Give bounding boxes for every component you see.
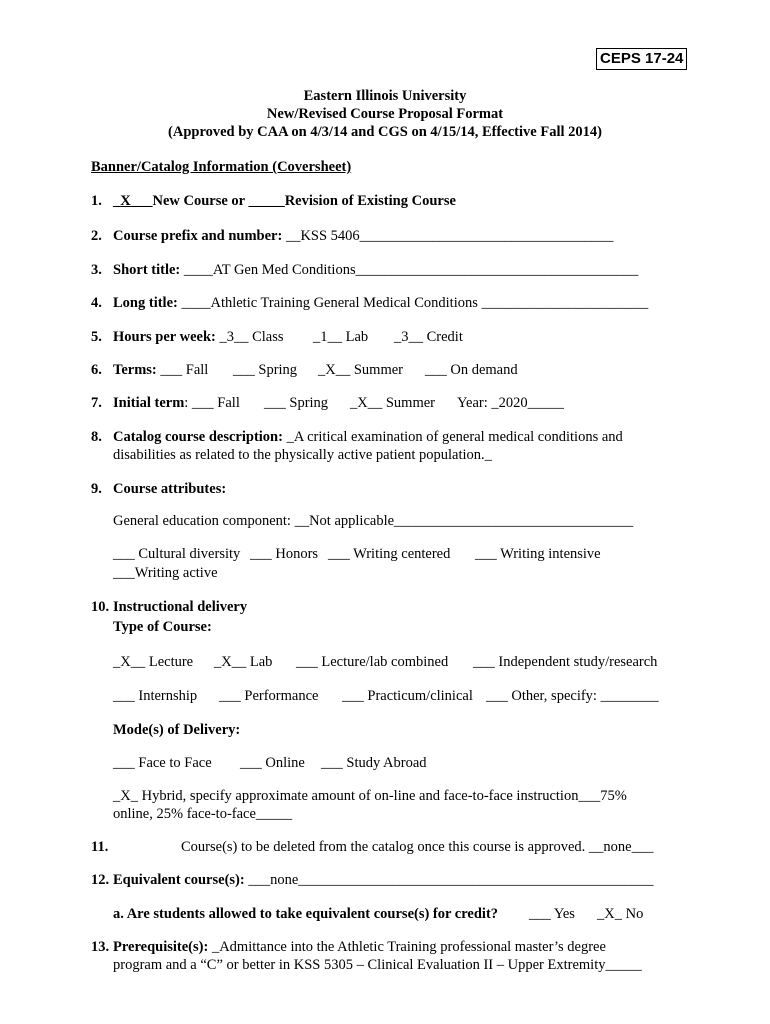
term-on-demand: ___ On demand [425, 362, 518, 378]
mode-online: ___ Online [240, 755, 305, 771]
item-number: 6. [91, 362, 102, 378]
lab-hours: _1__ Lab [313, 329, 369, 345]
initial-term-field: Initial term: ___ Fall [113, 395, 240, 411]
section-title: Banner/Catalog Information (Coversheet) [91, 159, 352, 175]
equivalent-courses: Equivalent course(s): ___none_________________________________________________ [113, 872, 654, 888]
item-number: 7. [91, 395, 102, 411]
hours-per-week-field: Hours per week: _3__ Class [113, 329, 284, 345]
initial-year: Year: _2020_____ [457, 395, 564, 411]
initial-spring: ___ Spring [264, 395, 329, 411]
item-number: 5. [91, 329, 102, 345]
mode-study-abroad: ___ Study Abroad [321, 755, 427, 771]
catalog-description: Catalog course description: _A critical examination of general medical conditions and [113, 429, 623, 445]
mode-of-delivery-label: Mode(s) of Delivery: [113, 722, 241, 738]
type-lab: _X__ Lab [214, 654, 273, 670]
course-type-line: _X___New Course or _____Revision of Existing Course [113, 193, 456, 209]
term-summer: _X__ Summer [318, 362, 403, 378]
item-number: 2. [91, 228, 102, 244]
item-number: 3. [91, 262, 102, 278]
type-independent-study: ___ Independent study/research [473, 654, 658, 670]
item-number: 11. [91, 839, 109, 855]
mode-face-to-face: ___ Face to Face [113, 755, 212, 771]
attr-writing-active: ___Writing active [113, 565, 218, 581]
attr-writing-centered: ___ Writing centered [328, 546, 451, 562]
approval-note: (Approved by CAA on 4/3/14 and CGS on 4/15/14, Effective Fall 2014) [168, 124, 602, 140]
prerequisites-cont: program and a “C” or better in KSS 5305 – Clinical Evaluation II – Upper Extremity_____ [113, 957, 642, 973]
type-other: ___ Other, specify: ________ [486, 688, 659, 704]
item-number: 4. [91, 295, 102, 311]
item-number: 9. [91, 481, 102, 497]
type-practicum: ___ Practicum/clinical [342, 688, 473, 704]
item-number: 10. [91, 599, 110, 615]
mode-hybrid-cont: online, 25% face-to-face_____ [113, 806, 293, 822]
prerequisites: Prerequisite(s): _Admittance into the Athletic Training professional master’s degree [113, 939, 606, 955]
attr-cultural-diversity: ___ Cultural diversity [113, 546, 241, 562]
item-number: 1. [91, 193, 102, 209]
type-internship: ___ Internship [113, 688, 198, 704]
term-spring: ___ Spring [233, 362, 298, 378]
mode-hybrid: _X_ Hybrid, specify approximate amount of on-line and face-to-face instruction___75% [113, 788, 627, 804]
course-attributes-label: Course attributes: [113, 481, 227, 497]
item-number: 13. [91, 939, 110, 955]
type-lecture: _X__ Lecture [113, 654, 194, 670]
equivalent-credit-yes: ___ Yes [529, 906, 575, 922]
item-number: 12. [91, 872, 110, 888]
new-course-mark: X [120, 193, 131, 209]
credit-hours: _3__ Credit [394, 329, 463, 345]
university-name: Eastern Illinois University [303, 88, 467, 104]
equivalent-credit-question: a. Are students allowed to take equivalent course(s) for credit? [113, 906, 499, 922]
catalog-description-cont: disabilities as related to the physically active patient population._ [113, 447, 492, 463]
item-number: 8. [91, 429, 102, 445]
type-performance: ___ Performance [219, 688, 319, 704]
type-of-course-label: Type of Course: [113, 619, 212, 635]
attr-honors: ___ Honors [250, 546, 319, 562]
course-prefix-field: Course prefix and number: __KSS 5406___________________________________ [113, 228, 614, 244]
courses-to-delete: Course(s) to be deleted from the catalog once this course is approved. __none___ [181, 839, 654, 855]
short-title-field: Short title: ____AT Gen Med Conditions_______________________________________ [113, 262, 639, 278]
long-title-field: Long title: ____Athletic Training General Medical Conditions _______________________ [113, 295, 649, 311]
attr-writing-intensive: ___ Writing intensive [475, 546, 601, 562]
form-id-badge: CEPS 17-24 [596, 48, 687, 70]
gen-ed-component: General education component: __Not applicable_________________________________ [113, 513, 634, 529]
instructional-delivery-label: Instructional delivery [113, 599, 248, 615]
type-lecture-lab: ___ Lecture/lab combined [296, 654, 449, 670]
terms-field: Terms: ___ Fall [113, 362, 209, 378]
initial-summer: _X__ Summer [350, 395, 435, 411]
form-title: New/Revised Course Proposal Format [266, 106, 504, 122]
equivalent-credit-no: _X_ No [597, 906, 644, 922]
